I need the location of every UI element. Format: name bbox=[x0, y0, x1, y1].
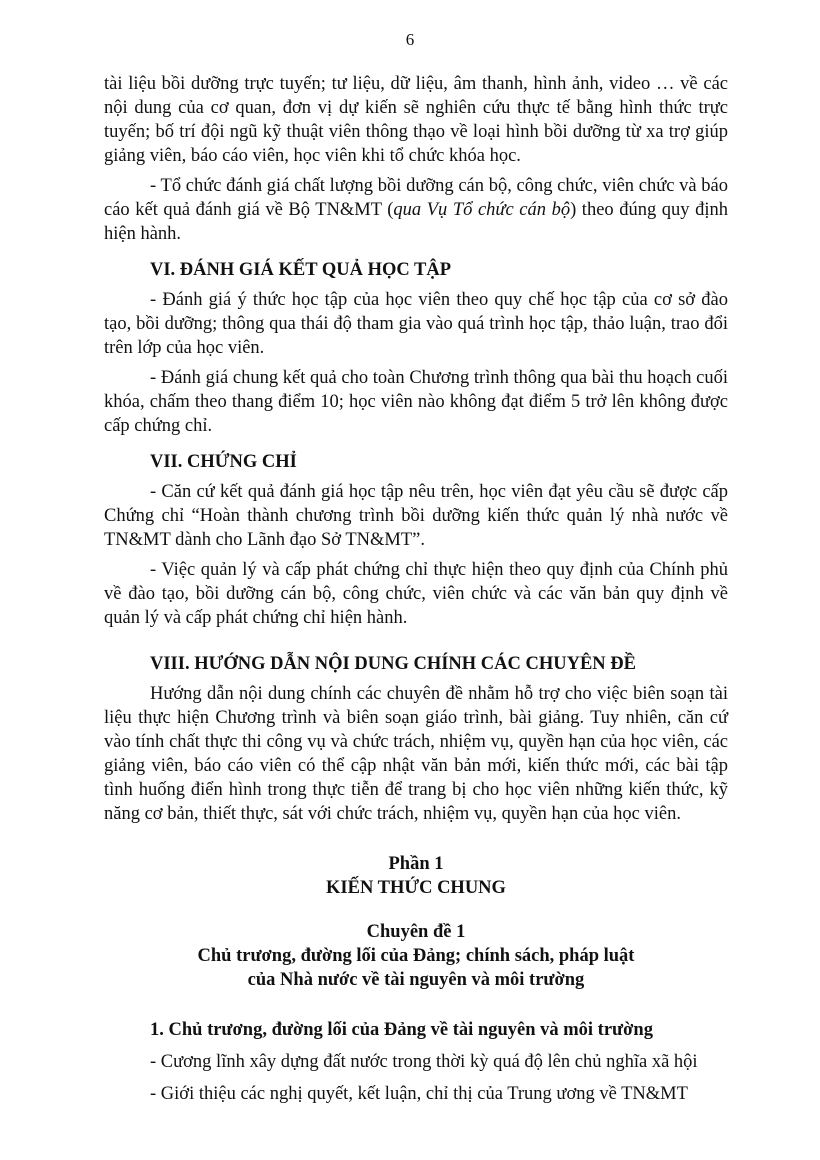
topic-title-line-2: của Nhà nước về tài nguyên và môi trường bbox=[247, 970, 585, 990]
section-6-paragraph-2: - Đánh giá chung kết quả cho toàn Chương trình thông qua bài thu hoạch cuối khóa, chấm theo thang điểm 10; học viên nào không đạt điểm 5 trở lên không được cấp chứng chỉ. bbox=[104, 368, 728, 436]
list-item: - Giới thiệu các nghị quyết, kết luận, chỉ thị của Trung ương về TN&MT bbox=[150, 1084, 688, 1104]
section-7-paragraph-1: - Căn cứ kết quả đánh giá học tập nêu trên, học viên đạt yêu cầu sẽ được cấp Chứng chỉ “Hoàn thành chương trình bồi dưỡng kiến thức quản lý nhà nước về TN&MT dành cho Lãnh đạo Sở TN&MT”. bbox=[104, 482, 728, 550]
part-title: KIẾN THỨC CHUNG bbox=[326, 878, 506, 898]
page-number: 6 bbox=[405, 30, 415, 49]
section-7-heading: VII. CHỨNG CHỈ bbox=[150, 452, 297, 472]
italic-reference: qua Vụ Tổ chức cán bộ bbox=[393, 200, 571, 220]
topic-label: Chuyên đề 1 bbox=[366, 922, 466, 942]
topic-title-line-1: Chủ trương, đường lối của Đảng; chính sách, pháp luật bbox=[197, 946, 635, 966]
page-content bbox=[104, 72, 728, 1106]
part-heading bbox=[104, 852, 728, 900]
quality-evaluation-paragraph bbox=[104, 174, 728, 246]
paragraph-text: ) theo đúng quy định hiện hành. bbox=[104, 200, 728, 244]
intro-paragraph: tài liệu bồi dưỡng trực tuyến; tư liệu, dữ liệu, âm thanh, hình ảnh, video … về các nội dung của cơ quan, đơn vị dự kiến sẽ nghiên cứu thực tế bằng hình thức trực tuyến; bố trí đội ngũ kỹ thuật viên thông thạo về loại hình bồi dưỡng từ xa trợ giúp giảng viên, báo cáo viên, học viên khi tổ chức khóa học. bbox=[104, 74, 728, 166]
list-item: - Cương lĩnh xây dựng đất nước trong thời kỳ quá độ lên chủ nghĩa xã hội bbox=[150, 1052, 698, 1072]
section-6-heading: VI. ĐÁNH GIÁ KẾT QUẢ HỌC TẬP bbox=[150, 260, 452, 280]
paragraph-text: - Tổ chức đánh giá chất lượng bồi dưỡng cán bộ, công chức, viên chức và báo cáo kết quả đánh giá về Bộ TN&MT ( bbox=[104, 176, 728, 220]
section-8-paragraph-1: Hướng dẫn nội dung chính các chuyên đề nhằm hỗ trợ cho việc biên soạn tài liệu thực hiện Chương trình và biên soạn giáo trình, bài giảng. Tuy nhiên, căn cứ vào tính chất thực thi công vụ và chức trách, nhiệm vụ, quyền hạn của học viên, các giảng viên, báo cáo viên có thể cập nhật văn bản mới, kiến thức mới, các bài tập tình huống điển hình trong thực tiễn để trang bị cho học viên những kiến thức, kỹ năng cơ bản, thiết thực, sát với chức trách, nhiệm vụ, quyền hạn của học viên. bbox=[104, 684, 728, 824]
section-7-paragraph-2: - Việc quản lý và cấp phát chứng chỉ thực hiện theo quy định của Chính phủ về đào tạo, bồi dưỡng cán bộ, công chức, viên chức và các văn bản quy định về quản lý và cấp phát chứng chỉ hiện hành. bbox=[104, 560, 728, 628]
part-label: Phần 1 bbox=[388, 854, 444, 874]
section-8-heading: VIII. HƯỚNG DẪN NỘI DUNG CHÍNH CÁC CHUYÊN ĐỀ bbox=[150, 654, 636, 674]
subsection-1-heading: 1. Chủ trương, đường lối của Đảng về tài nguyên và môi trường bbox=[150, 1020, 653, 1040]
section-6-paragraph-1: - Đánh giá ý thức học tập của học viên theo quy chế học tập của cơ sở đào tạo, bồi dưỡng; thông qua thái độ tham gia vào quá trình học tập, thảo luận, trao đổi trên lớp của học viên. bbox=[104, 290, 728, 358]
topic-heading bbox=[104, 920, 728, 992]
